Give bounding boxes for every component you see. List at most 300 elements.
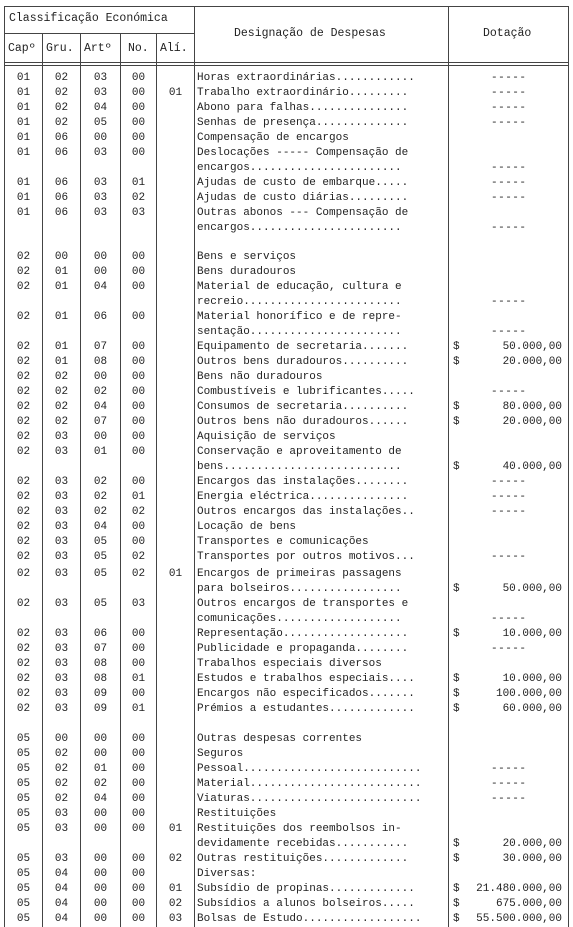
cell-gru: 02 <box>54 72 69 84</box>
cell-dotacao <box>449 71 564 86</box>
cell-cap: 05 <box>16 763 31 775</box>
cell-no: 00 <box>131 868 146 880</box>
header-no: No. <box>128 42 149 55</box>
cell-gru: 03 <box>54 491 69 503</box>
cell-dotacao <box>449 490 564 505</box>
cell-cap: 05 <box>16 898 31 910</box>
cell-cap: 02 <box>16 703 31 715</box>
currency-sign: $ <box>453 341 460 353</box>
cell-dotacao <box>449 642 564 657</box>
cell-cap: 02 <box>16 371 31 383</box>
cell-no: 00 <box>131 898 146 910</box>
cell-designacao: Conservação e aproveitamento de <box>197 446 402 458</box>
cell-designacao: Diversas: <box>197 868 257 880</box>
cell-gru: 02 <box>54 793 69 805</box>
currency-sign: $ <box>453 688 460 700</box>
cell-designacao: sentação....................... <box>197 326 402 338</box>
cell-gru: 02 <box>54 748 69 760</box>
cell-designacao: Encargos não especificados....... <box>197 688 415 700</box>
cell-dotacao <box>449 325 564 340</box>
amount: ----- <box>491 506 527 518</box>
cell-art: 05 <box>93 568 108 580</box>
cell-no: 00 <box>131 688 146 700</box>
cell-cap: 01 <box>16 72 31 84</box>
cell-gru: 03 <box>54 853 69 865</box>
cell-designacao: Energia eléctrica............... <box>197 491 409 503</box>
cell-gru: 02 <box>54 371 69 383</box>
header-cap: Capº <box>8 42 36 55</box>
cell-art: 08 <box>93 658 108 670</box>
cell-art: 02 <box>93 476 108 488</box>
cell-art: 00 <box>93 733 108 745</box>
cell-gru: 01 <box>54 281 69 293</box>
cell-cap: 02 <box>16 281 31 293</box>
cell-gru: 03 <box>54 823 69 835</box>
amount: ----- <box>491 117 527 129</box>
cell-art: 03 <box>93 87 108 99</box>
cell-art: 08 <box>93 673 108 685</box>
cell-gru: 01 <box>54 311 69 323</box>
cell-no: 00 <box>131 808 146 820</box>
cell-cap: 01 <box>16 132 31 144</box>
cell-no: 00 <box>131 281 146 293</box>
cell-no: 00 <box>131 883 146 895</box>
cell-designacao: Senhas de presença.............. <box>197 117 409 129</box>
amount: ----- <box>491 326 527 338</box>
cell-no: 03 <box>131 598 146 610</box>
cell-ali: 02 <box>168 853 183 865</box>
cell-dotacao <box>449 161 564 176</box>
cell-gru: 01 <box>54 356 69 368</box>
cell-dotacao <box>449 385 564 400</box>
cell-no: 02 <box>131 551 146 563</box>
cell-no: 00 <box>131 628 146 640</box>
cell-cap: 05 <box>16 868 31 880</box>
amount: ----- <box>491 87 527 99</box>
cell-no: 00 <box>131 643 146 655</box>
cell-gru: 00 <box>54 733 69 745</box>
cell-dotacao <box>449 295 564 310</box>
header-bottom-rule <box>4 62 568 63</box>
cell-no: 03 <box>131 207 146 219</box>
cell-cap: 02 <box>16 401 31 413</box>
cell-art: 06 <box>93 311 108 323</box>
amount: ----- <box>491 763 527 775</box>
cell-no: 00 <box>131 658 146 670</box>
currency-sign: $ <box>453 583 460 595</box>
cell-dotacao <box>449 550 564 565</box>
cell-designacao: Outros bens não duradouros...... <box>197 416 409 428</box>
currency-sign: $ <box>453 838 460 850</box>
cell-designacao: Aquisição de serviços <box>197 431 336 443</box>
cell-cap: 01 <box>16 117 31 129</box>
cell-art: 05 <box>93 536 108 548</box>
cell-cap: 01 <box>16 147 31 159</box>
cell-dotacao <box>449 505 564 520</box>
cell-dotacao <box>449 792 564 807</box>
cell-designacao: Restituições <box>197 808 277 820</box>
cell-ali: 02 <box>168 898 183 910</box>
cell-gru: 03 <box>54 628 69 640</box>
cell-cap: 02 <box>16 521 31 533</box>
cell-art: 02 <box>93 506 108 518</box>
cell-gru: 02 <box>54 401 69 413</box>
cell-dotacao <box>449 852 564 867</box>
cell-cap: 01 <box>16 177 31 189</box>
cell-gru: 02 <box>54 763 69 775</box>
cell-no: 00 <box>131 521 146 533</box>
header-art: Artº <box>84 42 112 55</box>
cell-cap: 05 <box>16 748 31 760</box>
cell-designacao: Abono para falhas............... <box>197 102 409 114</box>
currency-sign: $ <box>453 898 460 910</box>
cell-designacao: encargos....................... <box>197 222 402 234</box>
header-designacao: Designação de Despesas <box>234 27 386 40</box>
cell-gru: 02 <box>54 778 69 790</box>
cell-dotacao <box>449 340 564 355</box>
cell-designacao: Bens e serviços <box>197 251 297 263</box>
cell-gru: 02 <box>54 87 69 99</box>
amount: ----- <box>491 177 527 189</box>
cell-art: 05 <box>93 551 108 563</box>
cell-no: 00 <box>131 853 146 865</box>
cell-dotacao <box>449 415 564 430</box>
cell-art: 07 <box>93 416 108 428</box>
amount: ----- <box>491 222 527 234</box>
cell-designacao: comunicações................... <box>197 613 402 625</box>
cell-art: 00 <box>93 898 108 910</box>
cell-art: 03 <box>93 147 108 159</box>
amount: 20.000,00 <box>502 356 562 368</box>
amount: ----- <box>491 551 527 563</box>
subheader-rule <box>4 33 194 34</box>
amount: ----- <box>491 102 527 114</box>
cell-gru: 01 <box>54 266 69 278</box>
cell-dotacao <box>449 355 564 370</box>
cell-cap: 02 <box>16 431 31 443</box>
cell-ali: 01 <box>168 883 183 895</box>
cell-cap: 02 <box>16 491 31 503</box>
cell-dotacao <box>449 612 564 627</box>
cell-art: 00 <box>93 808 108 820</box>
amount: ----- <box>491 476 527 488</box>
cell-designacao: para bolseiros................. <box>197 583 402 595</box>
cell-art: 02 <box>93 778 108 790</box>
cell-gru: 06 <box>54 192 69 204</box>
cell-gru: 03 <box>54 643 69 655</box>
cell-gru: 04 <box>54 868 69 880</box>
cell-cap: 02 <box>16 568 31 580</box>
cell-dotacao <box>449 86 564 101</box>
cell-art: 00 <box>93 748 108 760</box>
amount: 55.500.000,00 <box>476 913 562 925</box>
cell-cap: 02 <box>16 643 31 655</box>
cell-designacao: Equipamento de secretaria....... <box>197 341 409 353</box>
cell-no: 00 <box>131 763 146 775</box>
cell-dotacao <box>449 582 564 597</box>
cell-cap: 02 <box>16 551 31 563</box>
cell-no: 01 <box>131 177 146 189</box>
cell-gru: 03 <box>54 658 69 670</box>
cell-designacao: Outras restituições............. <box>197 853 409 865</box>
cell-ali: 01 <box>168 568 183 580</box>
cell-designacao: Publicidade e propaganda........ <box>197 643 409 655</box>
cell-no: 02 <box>131 506 146 518</box>
cell-cap: 05 <box>16 883 31 895</box>
cell-designacao: Outros encargos de transportes e <box>197 598 409 610</box>
cell-designacao: Material de educação, cultura e <box>197 281 402 293</box>
currency-sign: $ <box>453 913 460 925</box>
cell-no: 00 <box>131 356 146 368</box>
cell-art: 00 <box>93 266 108 278</box>
cell-gru: 04 <box>54 913 69 925</box>
cell-dotacao <box>449 702 564 717</box>
cell-no: 02 <box>131 192 146 204</box>
cell-art: 07 <box>93 643 108 655</box>
cell-dotacao <box>449 221 564 236</box>
cell-cap: 02 <box>16 536 31 548</box>
cell-designacao: Subsídios a alunos bolseiros..... <box>197 898 415 910</box>
cell-no: 00 <box>131 733 146 745</box>
cell-dotacao <box>449 882 564 897</box>
amount: 100.000,00 <box>495 688 562 700</box>
cell-dotacao <box>449 762 564 777</box>
cell-dotacao <box>449 687 564 702</box>
header-classificacao: Classificação Económica <box>9 12 168 25</box>
cell-art: 03 <box>93 72 108 84</box>
cell-art: 04 <box>93 521 108 533</box>
amount: 10.000,00 <box>502 673 562 685</box>
cell-cap: 02 <box>16 341 31 353</box>
cell-cap: 05 <box>16 823 31 835</box>
cell-dotacao <box>449 837 564 852</box>
cell-designacao: bens........................... <box>197 461 402 473</box>
cell-cap: 02 <box>16 628 31 640</box>
cell-art: 00 <box>93 132 108 144</box>
cell-art: 03 <box>93 192 108 204</box>
cell-art: 04 <box>93 401 108 413</box>
header-ali: Alí. <box>160 42 188 55</box>
cell-cap: 02 <box>16 506 31 518</box>
cell-gru: 02 <box>54 416 69 428</box>
cell-gru: 03 <box>54 568 69 580</box>
amount: 60.000,00 <box>502 703 562 715</box>
amount: 80.000,00 <box>502 401 562 413</box>
cell-designacao: Bens duradouros <box>197 266 297 278</box>
header-bottom-rule-double <box>4 65 568 66</box>
currency-sign: $ <box>453 416 460 428</box>
cell-ali: 01 <box>168 823 183 835</box>
cell-designacao: devidamente recebidas........... <box>197 838 409 850</box>
cell-no: 00 <box>131 778 146 790</box>
cell-designacao: Outros encargos das instalações.. <box>197 506 415 518</box>
cell-gru: 03 <box>54 431 69 443</box>
cell-gru: 03 <box>54 598 69 610</box>
cell-designacao: Ajudas de custo de embarque..... <box>197 177 409 189</box>
currency-sign: $ <box>453 356 460 368</box>
cell-gru: 03 <box>54 673 69 685</box>
cell-gru: 03 <box>54 446 69 458</box>
cell-no: 00 <box>131 87 146 99</box>
currency-sign: $ <box>453 673 460 685</box>
cell-dotacao <box>449 191 564 206</box>
cell-cap: 02 <box>16 266 31 278</box>
cell-gru: 01 <box>54 341 69 353</box>
cell-designacao: Combustíveis e lubrificantes..... <box>197 386 415 398</box>
cell-no: 00 <box>131 102 146 114</box>
cell-art: 09 <box>93 703 108 715</box>
cell-gru: 03 <box>54 688 69 700</box>
cell-cap: 02 <box>16 446 31 458</box>
cell-designacao: Encargos de primeiras passagens <box>197 568 402 580</box>
cell-designacao: Outras abonos --- Compensação de <box>197 207 409 219</box>
cell-art: 04 <box>93 281 108 293</box>
rule-designacao <box>194 6 195 927</box>
cell-dotacao <box>449 400 564 415</box>
cell-cap: 05 <box>16 778 31 790</box>
amount: 50.000,00 <box>502 341 562 353</box>
cell-art: 00 <box>93 853 108 865</box>
cell-art: 03 <box>93 177 108 189</box>
cell-cap: 02 <box>16 416 31 428</box>
cell-gru: 02 <box>54 386 69 398</box>
cell-no: 00 <box>131 386 146 398</box>
cell-ali: 01 <box>168 87 183 99</box>
cell-no: 00 <box>131 416 146 428</box>
cell-designacao: Representação................... <box>197 628 409 640</box>
cell-art: 05 <box>93 598 108 610</box>
cell-designacao: Deslocações ----- Compensação de <box>197 147 409 159</box>
cell-no: 00 <box>131 748 146 760</box>
cell-ali: 03 <box>168 913 183 925</box>
cell-gru: 03 <box>54 703 69 715</box>
currency-sign: $ <box>453 703 460 715</box>
table-top-rule <box>4 6 568 7</box>
cell-cap: 01 <box>16 192 31 204</box>
rule-no-ali <box>156 33 157 927</box>
cell-cap: 02 <box>16 658 31 670</box>
cell-cap: 01 <box>16 87 31 99</box>
cell-cap: 02 <box>16 356 31 368</box>
amount: 50.000,00 <box>502 583 562 595</box>
cell-designacao: Seguros <box>197 748 244 760</box>
cell-art: 00 <box>93 431 108 443</box>
cell-cap: 01 <box>16 102 31 114</box>
amount: ----- <box>491 192 527 204</box>
cell-gru: 03 <box>54 536 69 548</box>
cell-no: 00 <box>131 117 146 129</box>
cell-no: 00 <box>131 446 146 458</box>
cell-designacao: Trabalho extraordinário......... <box>197 87 409 99</box>
cell-designacao: Bens não duradouros <box>197 371 323 383</box>
amount: 20.000,00 <box>502 416 562 428</box>
cell-dotacao <box>449 627 564 642</box>
cell-no: 00 <box>131 823 146 835</box>
cell-gru: 03 <box>54 808 69 820</box>
cell-designacao: Material.......................... <box>197 778 422 790</box>
cell-designacao: Material honorífico e de repre- <box>197 311 402 323</box>
cell-dotacao <box>449 777 564 792</box>
cell-no: 00 <box>131 371 146 383</box>
cell-art: 08 <box>93 356 108 368</box>
cell-dotacao <box>449 897 564 912</box>
cell-no: 02 <box>131 568 146 580</box>
cell-dotacao <box>449 101 564 116</box>
cell-art: 09 <box>93 688 108 700</box>
amount: 10.000,00 <box>502 628 562 640</box>
cell-cap: 02 <box>16 688 31 700</box>
cell-designacao: Ajudas de custo diárias......... <box>197 192 409 204</box>
cell-no: 00 <box>131 341 146 353</box>
cell-no: 00 <box>131 476 146 488</box>
cell-designacao: Transportes e comunicações <box>197 536 369 548</box>
cell-art: 02 <box>93 491 108 503</box>
amount: ----- <box>491 491 527 503</box>
cell-designacao: Subsídio de propinas............. <box>197 883 415 895</box>
cell-gru: 04 <box>54 898 69 910</box>
cell-designacao: Consumos de secretaria.......... <box>197 401 409 413</box>
cell-gru: 03 <box>54 506 69 518</box>
cell-dotacao <box>449 176 564 191</box>
cell-gru: 06 <box>54 132 69 144</box>
cell-cap: 02 <box>16 598 31 610</box>
cell-designacao: Bolsas de Estudo.................. <box>197 913 422 925</box>
cell-designacao: recreio........................ <box>197 296 402 308</box>
cell-cap: 02 <box>16 673 31 685</box>
cell-designacao: Outras despesas correntes <box>197 733 363 745</box>
header-dotacao: Dotação <box>483 27 532 40</box>
cell-gru: 02 <box>54 117 69 129</box>
cell-gru: 04 <box>54 883 69 895</box>
cell-no: 00 <box>131 251 146 263</box>
cell-dotacao <box>449 672 564 687</box>
cell-designacao: Trabalhos especiais diversos <box>197 658 382 670</box>
cell-art: 04 <box>93 102 108 114</box>
amount: 40.000,00 <box>502 461 562 473</box>
cell-art: 06 <box>93 628 108 640</box>
rule-right <box>568 6 569 927</box>
cell-designacao: encargos....................... <box>197 162 402 174</box>
cell-no: 01 <box>131 703 146 715</box>
cell-art: 05 <box>93 117 108 129</box>
cell-dotacao <box>449 460 564 475</box>
cell-no: 00 <box>131 266 146 278</box>
currency-sign: $ <box>453 853 460 865</box>
cell-art: 00 <box>93 883 108 895</box>
cell-art: 00 <box>93 823 108 835</box>
cell-designacao: Estudos e trabalhos especiais.... <box>197 673 415 685</box>
cell-designacao: Prémios a estudantes............. <box>197 703 415 715</box>
cell-art: 01 <box>93 446 108 458</box>
currency-sign: $ <box>453 461 460 473</box>
cell-designacao: Encargos das instalações........ <box>197 476 409 488</box>
cell-gru: 02 <box>54 102 69 114</box>
header-gru: Gru. <box>46 42 74 55</box>
cell-designacao: Outros bens duradouros.......... <box>197 356 409 368</box>
amount: ----- <box>491 162 527 174</box>
cell-art: 03 <box>93 207 108 219</box>
cell-no: 01 <box>131 491 146 503</box>
cell-gru: 03 <box>54 551 69 563</box>
cell-cap: 05 <box>16 853 31 865</box>
cell-designacao: Compensação de encargos <box>197 132 349 144</box>
amount: ----- <box>491 72 527 84</box>
cell-designacao: Locação de bens <box>197 521 297 533</box>
cell-no: 00 <box>131 401 146 413</box>
cell-designacao: Horas extraordinárias............ <box>197 72 415 84</box>
cell-art: 00 <box>93 868 108 880</box>
amount: ----- <box>491 793 527 805</box>
